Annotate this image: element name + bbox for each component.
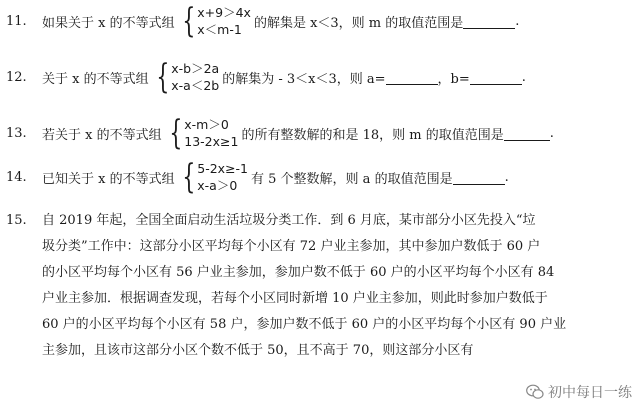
inequality-row-2: x-a＞0 — [197, 178, 238, 193]
inequality-system — [178, 1, 251, 41]
question-stem: 关于 x 的不等式组 — [42, 71, 149, 87]
question-stem-cont: 有 5 个整数解，则 a 的取值范围是 — [251, 171, 453, 187]
paragraph-line: 户业主参加．根据调查发现，若每个小区同时新增 10 户业主参加，则此时参加户数低于 — [42, 291, 548, 306]
answer-blank[interactable] — [453, 170, 505, 185]
brace-icon: { — [181, 157, 195, 197]
question-number: 14. — [6, 169, 27, 185]
question-12 — [6, 57, 526, 97]
period: . — [521, 69, 526, 85]
question-stem-cont: 的所有整数解的和是 18，则 m 的取值范围是 — [241, 127, 504, 143]
inequality-system — [165, 113, 239, 153]
watermark-text: 初中每日一练 — [548, 385, 632, 401]
paragraph-line: 的小区平均每个小区有 56 户业主参加，参加户数不低于 60 户的小区平均每个小区有 84 — [42, 265, 555, 280]
question-number: 15. — [6, 213, 27, 228]
question-number: 13. — [6, 125, 27, 141]
answer-blank[interactable] — [463, 14, 515, 29]
inequality-row-1: x-m＞0 — [184, 117, 229, 132]
answer-blank-b[interactable] — [470, 70, 522, 85]
brace-icon: { — [155, 57, 169, 97]
paragraph-line: 主参加，且该市这部分小区个数不低于 50，且不高于 70，则这部分小区有 — [42, 343, 474, 358]
period: . — [549, 125, 554, 141]
inequality-row-2: x＜m-1 — [197, 22, 242, 37]
paragraph-line: 60 户的小区平均每个小区有 58 户，参加户数不低于 60 户的小区平均每个小区有 90 户业 — [42, 317, 567, 332]
paragraph-line: 自 2019 年起，全国全面启动生活垃圾分类工作．到 6 月底，某市部分小区先投入“垃 — [42, 213, 536, 228]
question-14 — [6, 157, 509, 197]
inequality-row-1: 5-2x≥-1 — [197, 161, 249, 176]
answer-blank-a[interactable] — [386, 70, 438, 85]
question-13 — [6, 113, 554, 153]
inequality-row-2: 13-2x≥1 — [184, 134, 239, 149]
inequality-row-1: x-b＞2a — [171, 61, 220, 76]
period: . — [504, 169, 509, 185]
inequality-row-1: x+9＞4x — [197, 5, 251, 20]
question-11 — [6, 1, 520, 41]
brace-icon: { — [168, 113, 182, 153]
period: . — [515, 13, 520, 29]
question-stem: 已知关于 x 的不等式组 — [42, 171, 175, 187]
question-number: 11. — [6, 13, 27, 29]
question-stem-cont: 的解集为 - 3＜x＜3，则 a= — [222, 71, 386, 87]
watermark — [526, 382, 632, 402]
wechat-icon — [526, 384, 544, 400]
answer-blank[interactable] — [504, 126, 550, 141]
question-15 — [6, 208, 626, 364]
question-number: 12. — [6, 69, 27, 85]
question-stem-mid: ，b= — [437, 71, 470, 87]
question-stem-cont: 的解集是 x＜3，则 m 的取值范围是 — [253, 15, 464, 31]
question-stem: 若关于 x 的不等式组 — [42, 127, 162, 143]
brace-icon: { — [181, 1, 195, 41]
inequality-row-2: x-a＜2b — [171, 78, 220, 93]
question-stem: 如果关于 x 的不等式组 — [42, 15, 175, 31]
inequality-system — [178, 157, 249, 197]
paragraph-line: 圾分类”工作中：这部分小区平均每个小区有 72 户业主参加，其中参加户数低于 60 户 — [42, 239, 541, 254]
inequality-system — [152, 57, 220, 97]
